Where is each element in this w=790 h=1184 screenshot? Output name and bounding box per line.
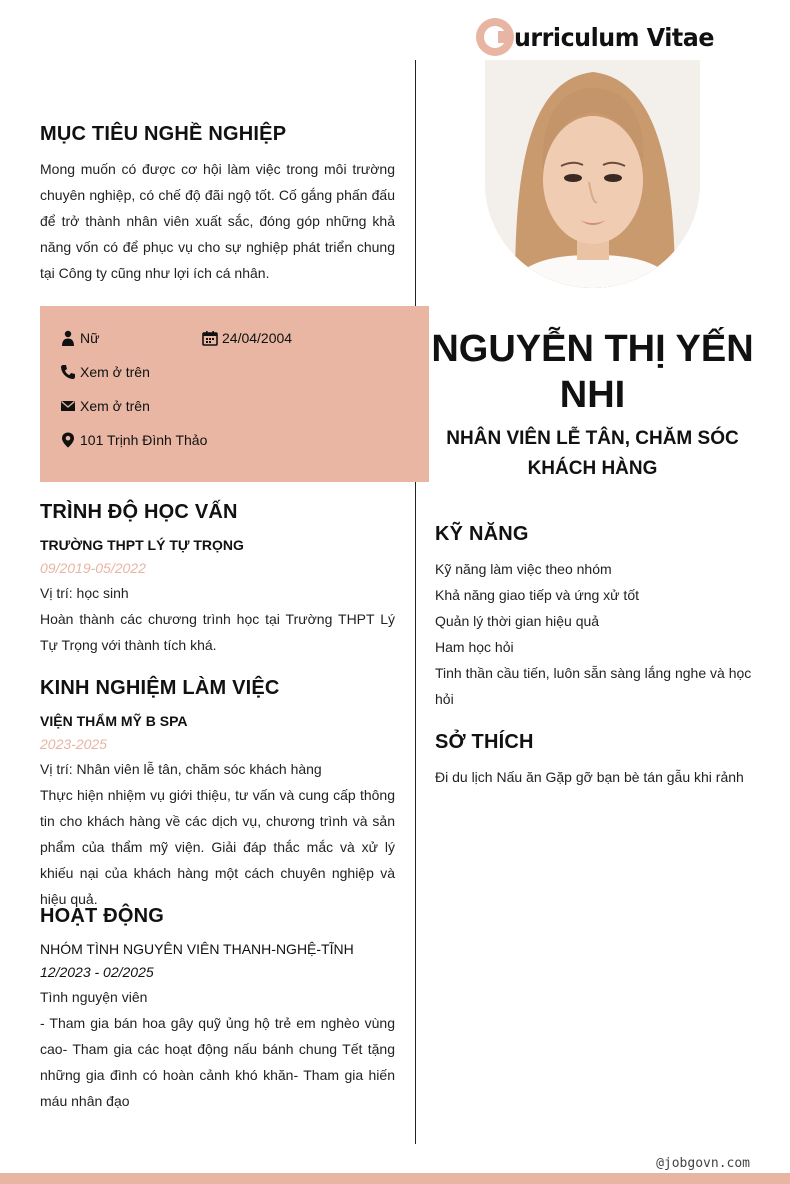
watermark: @jobgovn.com — [656, 1156, 750, 1171]
activities-period: 12/2023 - 02/2025 — [40, 964, 154, 980]
objective-text: Mong muốn có được cơ hội làm việc trong môi trường chuyên nghiệp, có chế độ đãi ngộ tốt. Cố gắng phấn đấu để trở thành nhân viên xuất sắc, đóng góp những khả năng vốn có để phục vụ cho sự nghiệp phát triển chung tại Công ty cũng như lợi ích cá nhân. — [40, 161, 395, 281]
education-period: 09/2019-05/2022 — [40, 560, 146, 576]
personal-info-box — [40, 306, 429, 482]
skill-item: Tinh thần cầu tiến, luôn sẵn sàng lắng nghe và học hỏi — [435, 665, 752, 707]
skills-list — [435, 556, 755, 712]
education-school: TRƯỜNG THPT LÝ TỰ TRỌNG — [40, 537, 244, 553]
activities-description: - Tham gia bán hoa gây quỹ ủng hộ trẻ em nghèo vùng cao- Tham gia các hoạt động nấu bánh chung Tết tặng những gia đình có hoàn cảnh khó khăn- Tham gia hiến máu nhân đạo — [40, 1015, 395, 1109]
mail-icon — [60, 398, 76, 414]
candidate-name: NGUYỄN THỊ YẾN NHI — [431, 328, 754, 416]
info-gender — [60, 330, 99, 346]
birthday-value: 24/04/2004 — [222, 330, 293, 346]
experience-title: KINH NGHIỆM LÀM VIỆC — [40, 677, 280, 699]
activities-org: NHÓM TÌNH NGUYÊN VIÊN THANH-NGHỆ-TĨNH — [40, 941, 354, 957]
gender-value: Nữ — [80, 330, 100, 346]
education-position: Vị trí: học sinh — [40, 585, 129, 601]
cv-logo — [476, 16, 725, 58]
skills-title: KỸ NĂNG — [435, 523, 529, 545]
calendar-icon — [202, 330, 218, 346]
hobbies-title: SỞ THÍCH — [435, 731, 534, 753]
location-pin-icon — [60, 432, 76, 448]
skill-item: Kỹ năng làm việc theo nhóm — [435, 561, 612, 577]
person-icon — [60, 330, 76, 346]
activities-role: Tình nguyện viên — [40, 989, 148, 1005]
phone-icon — [60, 364, 76, 380]
skill-item: Quản lý thời gian hiệu quả — [435, 613, 600, 629]
portrait-illustration — [485, 60, 700, 288]
hobbies-text: Đi du lịch Nấu ăn Gặp gỡ bạn bè tán gẫu khi rảnh — [435, 769, 744, 785]
logo-text: urriculum Vitae — [514, 22, 715, 52]
skill-item: Ham học hỏi — [435, 639, 514, 655]
activities-title: HOẠT ĐỘNG — [40, 905, 165, 927]
column-divider — [415, 60, 416, 1144]
objective-title: MỤC TIÊU NGHỀ NGHIỆP — [40, 123, 287, 145]
logo-c-mark — [476, 18, 514, 56]
skill-item: Khả năng giao tiếp và ứng xử tốt — [435, 587, 639, 603]
experience-period: 2023-2025 — [40, 736, 107, 752]
phone-value: Xem ở trên — [80, 364, 150, 380]
info-email — [60, 398, 150, 414]
profile-photo — [485, 60, 700, 288]
email-value: Xem ở trên — [80, 398, 150, 414]
candidate-job-title: NHÂN VIÊN LỄ TÂN, CHĂM SÓC KHÁCH HÀNG — [446, 428, 739, 479]
info-phone — [60, 364, 150, 380]
info-address — [60, 432, 207, 448]
experience-position: Vị trí: Nhân viên lễ tân, chăm sóc khách hàng — [40, 761, 322, 777]
education-title: TRÌNH ĐỘ HỌC VẤN — [40, 501, 238, 523]
education-description: Hoàn thành các chương trình học tại Trường THPT Lý Tự Trọng với thành tích khá. — [40, 611, 395, 653]
address-value: 101 Trịnh Đình Thảo — [80, 432, 208, 448]
info-birthday — [202, 330, 292, 346]
bottom-accent-bar — [0, 1173, 790, 1184]
experience-company: VIỆN THẨM MỸ B SPA — [40, 713, 188, 729]
experience-description: Thực hiện nhiệm vụ giới thiệu, tư vấn và cung cấp thông tin cho khách hàng về các dịch vụ, chương trình và sản phẩm của thẩm mỹ viện. Giải đáp thắc mắc và xử lý khiếu nại của khách hàng một cách chuyên nghiệp và hiệu quả. — [40, 787, 395, 907]
